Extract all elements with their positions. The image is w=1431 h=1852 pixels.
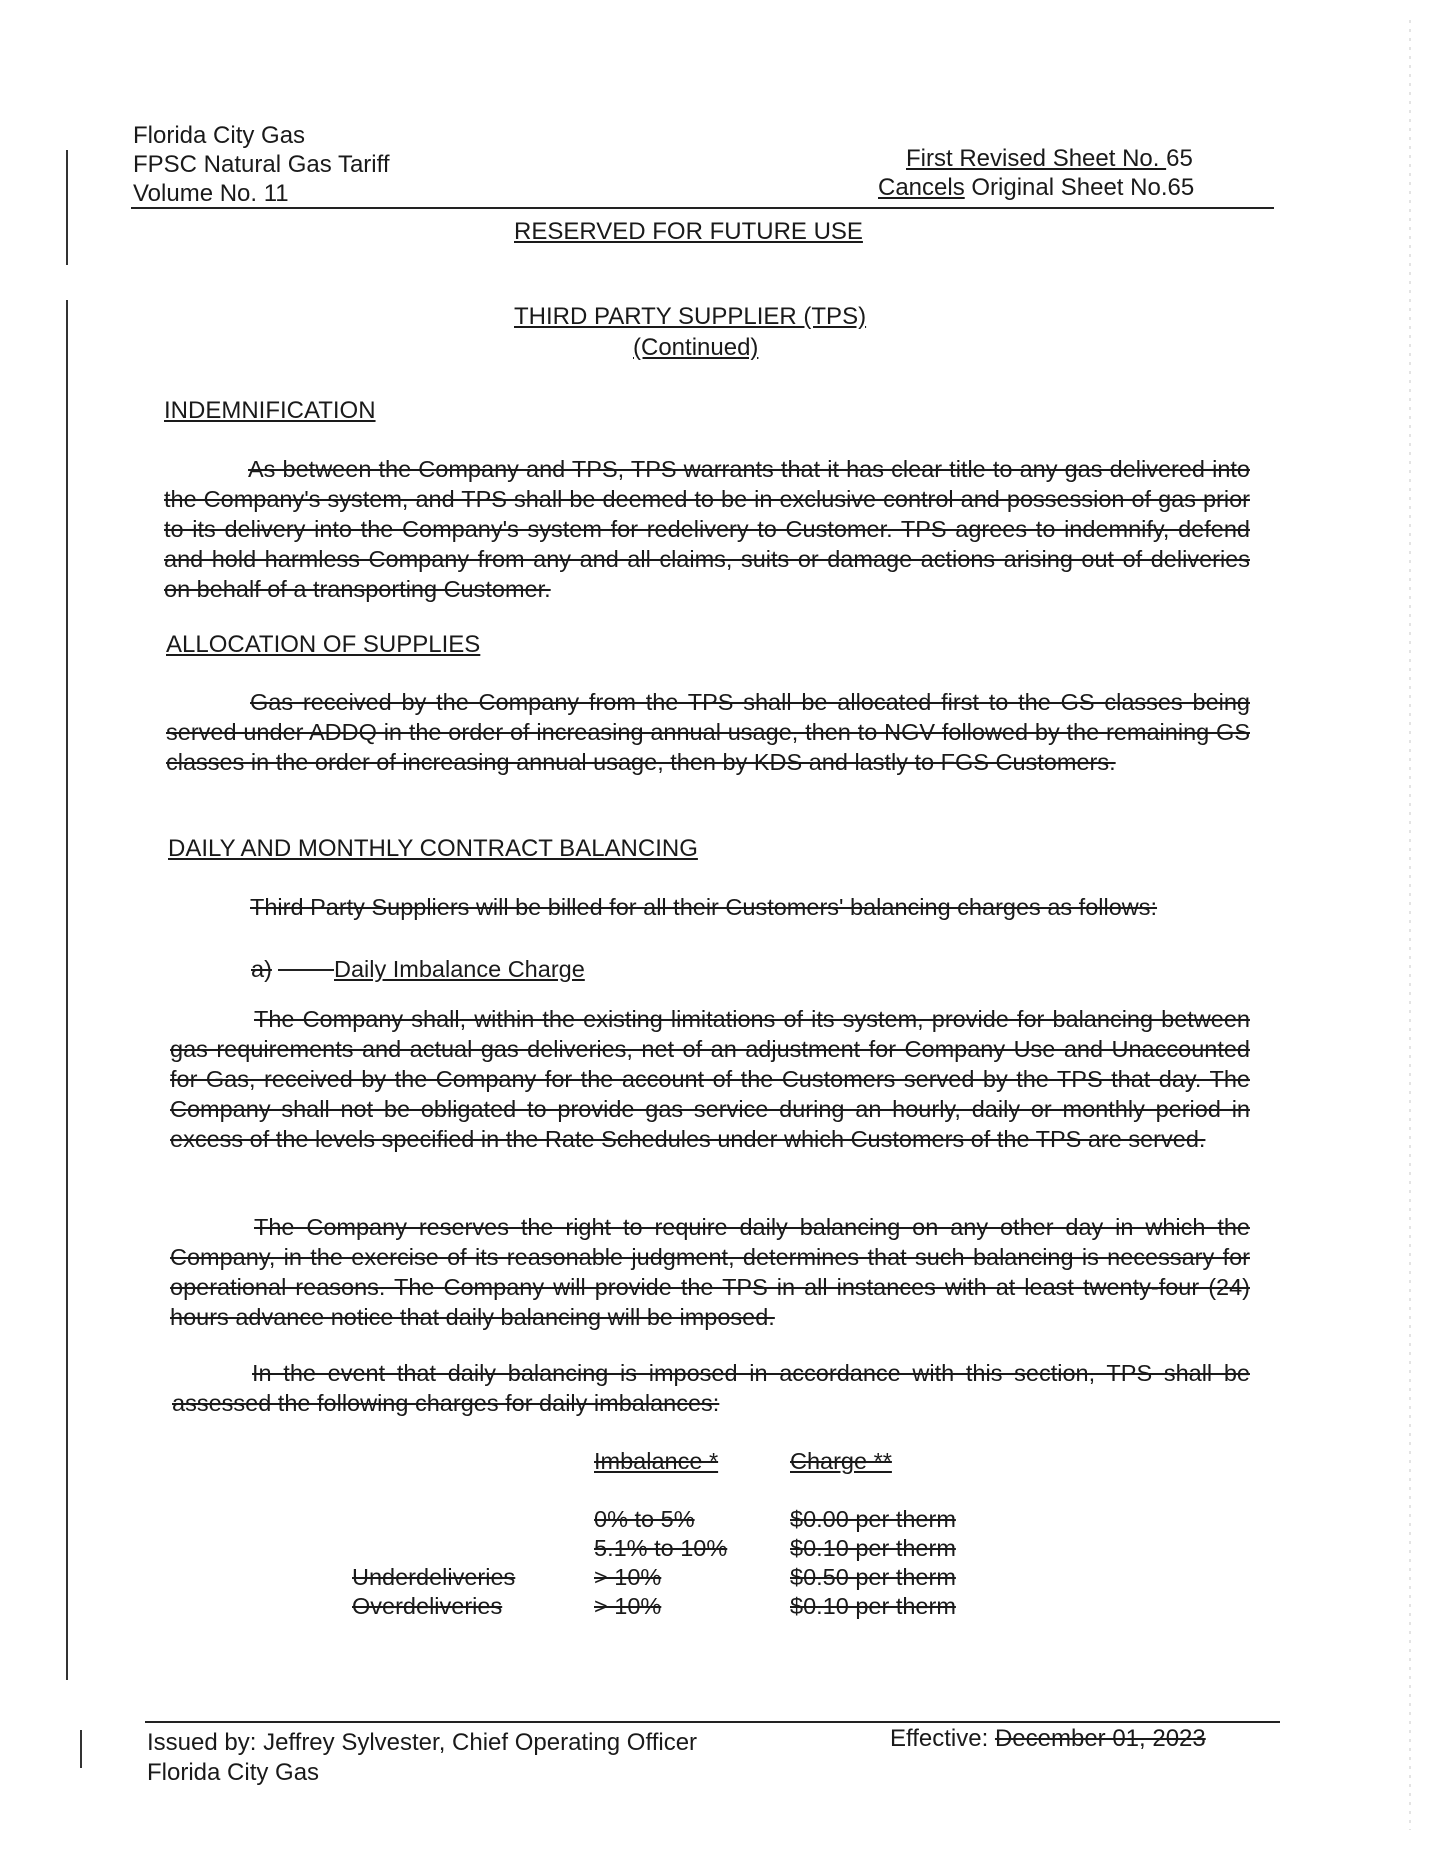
table-row-imbalance: > 10% <box>594 1593 662 1619</box>
footer-effective-label: Effective: <box>890 1725 995 1752</box>
table-row-label: Overdeliveries <box>352 1593 503 1619</box>
table-row-charge: $0.50 per therm <box>790 1564 956 1590</box>
page-title: THIRD PARTY SUPPLIER (TPS) <box>514 303 867 330</box>
header-cancels <box>878 173 1194 203</box>
header-cancels-label: Cancels <box>878 174 965 201</box>
section-heading-allocation: ALLOCATION OF SUPPLIES <box>166 631 481 658</box>
header-company: Florida City Gas <box>133 122 306 149</box>
reserved-notice: RESERVED FOR FUTURE USE <box>514 218 863 245</box>
subsection-heading-daily-imbalance: Daily Imbalance Charge <box>334 956 585 982</box>
footer-company: Florida City Gas <box>147 1759 320 1786</box>
paragraph-indemnification: As between the Company and TPS, TPS warrants that it has clear title to any gas delivered into the Company's system, and TPS shall be deemed to be in exclusive control and possession of gas prior to its delivery into the Company's system for redelivery to Customer. TPS agrees to indemnify, defend and hold harmless Company from any and all claims, suits or damage actions arising out of deliveries on behalf of a transporting Customer. <box>164 456 1250 602</box>
header-rule <box>131 207 1274 209</box>
balancing-intro: Third Party Suppliers will be billed for all their Customers' balancing charges as follows: <box>250 894 1158 920</box>
paragraph-balancing-1: The Company shall, within the existing limitations of its system, provide for balancing between gas requirements and actual gas deliveries, net of an adjustment for Company Use and Unaccounted for Gas, received by the Company for the account of the Customers served by the TPS that day. The Company shall not be obligated to provide gas service during an hourly, daily or monthly period in excess of the levels specified in the Rate Schedules under which Customers of the TPS are served. <box>170 1006 1250 1152</box>
paragraph-balancing-2: The Company reserves the right to require daily balancing on any other day in which the Company, in the exercise of its reasonable judgment, determines that such balancing is necessary for operational reasons. The Company will provide the TPS in all instances with at least twenty-four (24) hours advance notice that daily balancing will be imposed. <box>170 1214 1250 1330</box>
subsection-letter: a) <box>251 956 272 982</box>
header-cancels-rest: Original Sheet No.65 <box>964 174 1195 201</box>
header-sheet-label: First Revised Sheet No. <box>906 145 1167 172</box>
footer-rule <box>145 1721 1280 1723</box>
header-tariff: FPSC Natural Gas Tariff <box>133 151 390 178</box>
page-subtitle: (Continued) <box>633 334 759 361</box>
table-header-charge: Charge ** <box>790 1448 892 1474</box>
scan-edge-artifact <box>1409 20 1411 1830</box>
table-row-imbalance: 0% to 5% <box>594 1506 695 1532</box>
table-row-charge: $0.10 per therm <box>790 1593 956 1619</box>
revision-bar-top <box>66 150 68 265</box>
table-row-imbalance: 5.1% to 10% <box>594 1535 728 1561</box>
header-sheet-number: 65 <box>1166 145 1193 172</box>
revision-bar-main <box>66 300 68 1680</box>
table-header-imbalance: Imbalance * <box>594 1448 719 1474</box>
section-heading-balancing: DAILY AND MONTHLY CONTRACT BALANCING <box>168 835 698 862</box>
table-row-imbalance: > 10% <box>594 1564 662 1590</box>
header-sheet <box>906 144 1193 174</box>
section-heading-indemnification: INDEMNIFICATION <box>164 397 376 424</box>
footer-issued-by: Issued by: Jeffrey Sylvester, Chief Operating Officer <box>147 1729 698 1756</box>
revision-bar-footer <box>80 1730 82 1768</box>
footer-effective <box>890 1724 1206 1754</box>
paragraph-allocation: Gas received by the Company from the TPS shall be allocated first to the GS classes being served under ADDQ in the order of increasing annual usage, then to NGV followed by the remaining GS classes in the order of increasing annual usage, then by KDS and lastly to FGS Customers. <box>166 689 1250 775</box>
table-row-label: Underdeliveries <box>352 1564 516 1590</box>
footer-effective-date: December 01, 2023 <box>994 1725 1206 1752</box>
paragraph-balancing-3: In the event that daily balancing is imposed in accordance with this section, TPS shall be assessed the following charges for daily imbalances: <box>172 1360 1250 1416</box>
header-volume: Volume No. 11 <box>133 180 289 207</box>
table-row-charge: $0.10 per therm <box>790 1535 956 1561</box>
table-row-charge: $0.00 per therm <box>790 1506 956 1532</box>
